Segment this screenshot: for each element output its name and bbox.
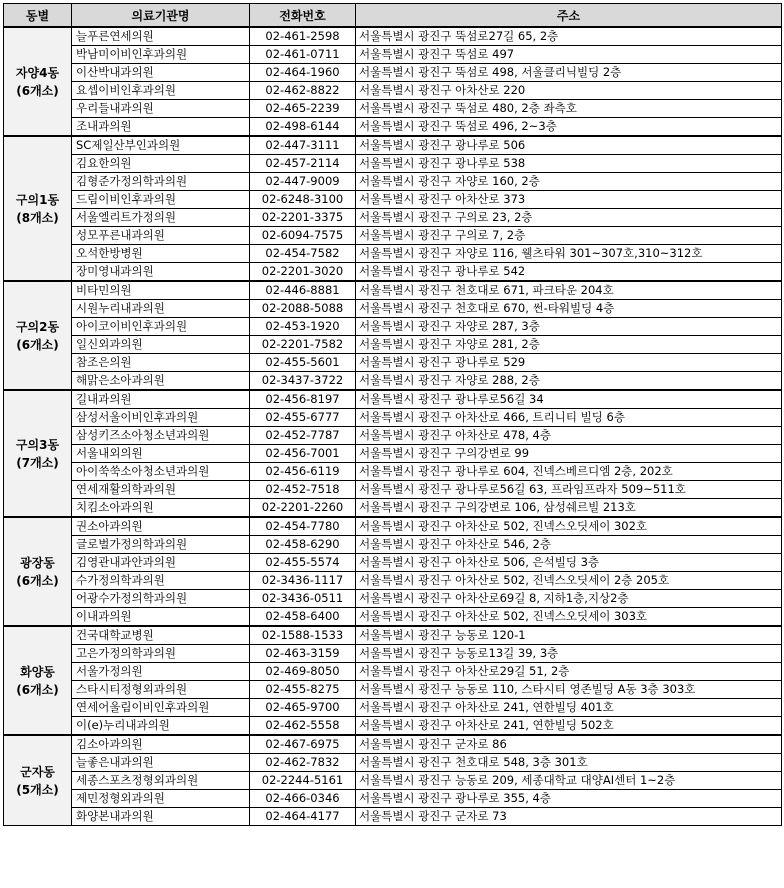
clinic-table xyxy=(3,3,782,826)
clinic-name: 늘푸른연세의원 xyxy=(72,27,250,46)
clinic-phone: 02-461-2598 xyxy=(250,27,356,46)
table-row xyxy=(4,663,782,681)
district-cell xyxy=(4,136,72,281)
district-cell xyxy=(4,281,72,390)
table-row xyxy=(4,82,782,100)
clinic-address: 서울특별시 광진구 뚝섬로 480, 2층 좌측호 xyxy=(356,100,782,118)
clinic-address: 서울특별시 광진구 광나루로 355, 4층 xyxy=(356,790,782,808)
clinic-address: 서울특별시 광진구 아차산로 466, 트리니티 빌딩 6층 xyxy=(356,409,782,427)
table-row xyxy=(4,191,782,209)
table-row xyxy=(4,735,782,754)
district-cell xyxy=(4,735,72,826)
clinic-address: 서울특별시 광진구 구의로 23, 2층 xyxy=(356,209,782,227)
district-count: (6개소) xyxy=(16,337,59,352)
clinic-name: 이(e)누리내과의원 xyxy=(72,717,250,736)
clinic-address: 서울특별시 광진구 광나루로56길 63, 프라임프라자 509~511호 xyxy=(356,481,782,499)
district-group xyxy=(4,626,782,735)
clinic-name: 조내과의원 xyxy=(72,118,250,137)
table-row xyxy=(4,354,782,372)
table-row xyxy=(4,136,782,155)
clinic-address: 서울특별시 광진구 군자로 86 xyxy=(356,735,782,754)
clinic-phone: 02-462-8822 xyxy=(250,82,356,100)
table-row xyxy=(4,173,782,191)
table-row xyxy=(4,372,782,391)
header-address: 주소 xyxy=(356,4,782,28)
clinic-phone: 02-464-4177 xyxy=(250,808,356,826)
district-name: 군자동 xyxy=(20,764,55,779)
clinic-phone: 02-452-7787 xyxy=(250,427,356,445)
clinic-phone: 02-455-5574 xyxy=(250,554,356,572)
clinic-name: 박남미이비인후과의원 xyxy=(72,46,250,64)
clinic-name: 시원누리내과의원 xyxy=(72,300,250,318)
clinic-phone: 02-455-8275 xyxy=(250,681,356,699)
district-group xyxy=(4,136,782,281)
clinic-address: 서울특별시 광진구 구의강변로 106, 삼성쉐르빌 213호 xyxy=(356,499,782,518)
clinic-name: 성모푸른내과의원 xyxy=(72,227,250,245)
header-clinic-name: 의료기관명 xyxy=(72,4,250,28)
district-name: 광장동 xyxy=(20,555,55,570)
clinic-address: 서울특별시 광진구 뚝섬로27길 65, 2층 xyxy=(356,27,782,46)
clinic-name: 수가정의학과의원 xyxy=(72,572,250,590)
clinic-name: 이내과의원 xyxy=(72,608,250,627)
clinic-name: 건국대학교병원 xyxy=(72,626,250,645)
clinic-phone: 02-446-8881 xyxy=(250,281,356,300)
table-row xyxy=(4,209,782,227)
district-name: 구의2동 xyxy=(15,319,60,334)
clinic-phone: 02-3436-0511 xyxy=(250,590,356,608)
district-cell xyxy=(4,517,72,626)
district-group xyxy=(4,390,782,517)
clinic-name: 이산박내과의원 xyxy=(72,64,250,82)
clinic-name: 김영관내과안과의원 xyxy=(72,554,250,572)
clinic-phone: 02-453-1920 xyxy=(250,318,356,336)
district-cell xyxy=(4,27,72,136)
table-row xyxy=(4,427,782,445)
table-row xyxy=(4,118,782,137)
clinic-phone: 02-457-2114 xyxy=(250,155,356,173)
clinic-phone: 02-464-1960 xyxy=(250,64,356,82)
district-cell xyxy=(4,626,72,735)
table-row xyxy=(4,100,782,118)
clinic-address: 서울특별시 광진구 아차산로 502, 진넥스오딧세이 2층 205호 xyxy=(356,572,782,590)
table-row xyxy=(4,227,782,245)
clinic-name: 고은가정의학과의원 xyxy=(72,645,250,663)
district-count: (8개소) xyxy=(16,210,59,225)
clinic-address: 서울특별시 광진구 구의강변로 99 xyxy=(356,445,782,463)
clinic-phone: 02-456-8197 xyxy=(250,390,356,409)
clinic-address: 서울특별시 광진구 아차산로 506, 은석빌딩 3층 xyxy=(356,554,782,572)
clinic-address: 서울특별시 광진구 구의로 7, 2층 xyxy=(356,227,782,245)
table-row xyxy=(4,300,782,318)
clinic-address: 서울특별시 광진구 광나루로56길 34 xyxy=(356,390,782,409)
table-row xyxy=(4,46,782,64)
header-district: 동별 xyxy=(4,4,72,28)
clinic-phone: 02-456-7001 xyxy=(250,445,356,463)
district-count: (6개소) xyxy=(16,573,59,588)
clinic-name: 아이쑥쑥소아청소년과의원 xyxy=(72,463,250,481)
table-row xyxy=(4,772,782,790)
clinic-phone: 02-447-9009 xyxy=(250,173,356,191)
table-row xyxy=(4,499,782,518)
clinic-name: 길내과의원 xyxy=(72,390,250,409)
clinic-phone: 02-455-5601 xyxy=(250,354,356,372)
table-row xyxy=(4,554,782,572)
clinic-address: 서울특별시 광진구 아차산로 373 xyxy=(356,191,782,209)
clinic-address: 서울특별시 광진구 아차산로 220 xyxy=(356,82,782,100)
clinic-name: 삼성키즈소아청소년과의원 xyxy=(72,427,250,445)
clinic-phone: 02-3436-1117 xyxy=(250,572,356,590)
district-name: 화양동 xyxy=(20,664,55,679)
clinic-address: 서울특별시 광진구 아차산로 241, 연한빌딩 401호 xyxy=(356,699,782,717)
clinic-phone: 02-498-6144 xyxy=(250,118,356,137)
clinic-phone: 02-2201-2260 xyxy=(250,499,356,518)
table-row xyxy=(4,536,782,554)
clinic-name: 참조은의원 xyxy=(72,354,250,372)
clinic-phone: 02-3437-3722 xyxy=(250,372,356,391)
clinic-name: 제민정형외과의원 xyxy=(72,790,250,808)
clinic-phone: 02-458-6290 xyxy=(250,536,356,554)
table-row xyxy=(4,608,782,627)
clinic-name: 드림이비인후과의원 xyxy=(72,191,250,209)
clinic-address: 서울특별시 광진구 자양로 160, 2층 xyxy=(356,173,782,191)
table-row xyxy=(4,390,782,409)
clinic-address: 서울특별시 광진구 천호대로 548, 3층 301호 xyxy=(356,754,782,772)
table-row xyxy=(4,245,782,263)
clinic-phone: 02-469-8050 xyxy=(250,663,356,681)
district-group xyxy=(4,517,782,626)
clinic-phone: 02-456-6119 xyxy=(250,463,356,481)
table-row xyxy=(4,717,782,736)
clinic-address: 서울특별시 광진구 아차산로 546, 2층 xyxy=(356,536,782,554)
clinic-name: 세종스포츠정형외과의원 xyxy=(72,772,250,790)
table-row xyxy=(4,318,782,336)
district-group xyxy=(4,281,782,390)
table-row xyxy=(4,409,782,427)
clinic-name: 비타민의원 xyxy=(72,281,250,300)
clinic-address: 서울특별시 광진구 능동로 209, 세종대학교 대양AI센터 1~2층 xyxy=(356,772,782,790)
clinic-phone: 02-454-7780 xyxy=(250,517,356,536)
clinic-name: 늘좋은내과의원 xyxy=(72,754,250,772)
clinic-name: 해맑은소아과의원 xyxy=(72,372,250,391)
clinic-name: 어광수가정의학과의원 xyxy=(72,590,250,608)
clinic-phone: 02-454-7582 xyxy=(250,245,356,263)
clinic-address: 서울특별시 광진구 천호대로 670, 썬-타워빌딩 4층 xyxy=(356,300,782,318)
clinic-name: 일신외과의원 xyxy=(72,336,250,354)
clinic-address: 서울특별시 광진구 뚝섬로 496, 2~3층 xyxy=(356,118,782,137)
district-count: (7개소) xyxy=(16,455,59,470)
table-row xyxy=(4,155,782,173)
clinic-address: 서울특별시 광진구 자양로 281, 2층 xyxy=(356,336,782,354)
clinic-phone: 02-447-3111 xyxy=(250,136,356,155)
clinic-name: 치킴소아과의원 xyxy=(72,499,250,518)
clinic-address: 서울특별시 광진구 아차산로69길 8, 지하1층,지상2층 xyxy=(356,590,782,608)
clinic-phone: 02-462-5558 xyxy=(250,717,356,736)
clinic-address: 서울특별시 광진구 광나루로 529 xyxy=(356,354,782,372)
table-row xyxy=(4,517,782,536)
clinic-phone: 02-467-6975 xyxy=(250,735,356,754)
clinic-address: 서울특별시 광진구 아차산로 502, 진넥스오딧세이 303호 xyxy=(356,608,782,627)
clinic-name: 연세재활의학과의원 xyxy=(72,481,250,499)
table-row xyxy=(4,699,782,717)
table-row xyxy=(4,64,782,82)
clinic-name: 김소아과의원 xyxy=(72,735,250,754)
table-row xyxy=(4,808,782,826)
clinic-phone: 02-6248-3100 xyxy=(250,191,356,209)
district-group xyxy=(4,27,782,136)
clinic-phone: 02-462-7832 xyxy=(250,754,356,772)
clinic-address: 서울특별시 광진구 뚝섬로 498, 서울클리닉빌딩 2층 xyxy=(356,64,782,82)
clinic-name: 화양본내과의원 xyxy=(72,808,250,826)
clinic-phone: 02-465-9700 xyxy=(250,699,356,717)
clinic-name: 오석한방병원 xyxy=(72,245,250,263)
clinic-address: 서울특별시 광진구 능동로 110, 스타시티 영존빌딩 A동 3층 303호 xyxy=(356,681,782,699)
clinic-phone: 02-463-3159 xyxy=(250,645,356,663)
clinic-name: 글로벌가정의학과의원 xyxy=(72,536,250,554)
clinic-phone: 02-2201-3020 xyxy=(250,263,356,282)
clinic-phone: 02-465-2239 xyxy=(250,100,356,118)
table-row xyxy=(4,590,782,608)
table-row xyxy=(4,754,782,772)
clinic-name: 스타시티정형외과의원 xyxy=(72,681,250,699)
clinic-address: 서울특별시 광진구 광나루로 542 xyxy=(356,263,782,282)
clinic-phone: 02-6094-7575 xyxy=(250,227,356,245)
table-row xyxy=(4,572,782,590)
clinic-address: 서울특별시 광진구 뚝섬로 497 xyxy=(356,46,782,64)
district-cell xyxy=(4,390,72,517)
clinic-name: 권소아과의원 xyxy=(72,517,250,536)
table-row xyxy=(4,645,782,663)
district-name: 자양4동 xyxy=(15,65,60,80)
clinic-name: 아이코이비인후과의원 xyxy=(72,318,250,336)
clinic-phone: 02-2201-3375 xyxy=(250,209,356,227)
district-name: 구의3동 xyxy=(15,437,60,452)
clinic-address: 서울특별시 광진구 천호대로 671, 파크타운 204호 xyxy=(356,281,782,300)
clinic-name: 삼성서울이비인후과의원 xyxy=(72,409,250,427)
clinic-phone: 02-2201-7582 xyxy=(250,336,356,354)
clinic-name: 연세어울림이비인후과의원 xyxy=(72,699,250,717)
district-count: (5개소) xyxy=(16,782,59,797)
clinic-name: 서울내외의원 xyxy=(72,445,250,463)
table-row xyxy=(4,463,782,481)
table-row xyxy=(4,626,782,645)
table-row xyxy=(4,445,782,463)
clinic-address: 서울특별시 광진구 광나루로 538 xyxy=(356,155,782,173)
clinic-address: 서울특별시 광진구 광나루로 604, 진넥스베르디엠 2층, 202호 xyxy=(356,463,782,481)
table-row xyxy=(4,27,782,46)
clinic-name: 요셉이비인후과의원 xyxy=(72,82,250,100)
table-row xyxy=(4,481,782,499)
clinic-phone: 02-452-7518 xyxy=(250,481,356,499)
district-count: (6개소) xyxy=(16,83,59,98)
district-name: 구의1동 xyxy=(15,192,60,207)
clinic-address: 서울특별시 광진구 아차산로 502, 진넥스오딧세이 302호 xyxy=(356,517,782,536)
clinic-address: 서울특별시 광진구 아차산로 478, 4층 xyxy=(356,427,782,445)
clinic-address: 서울특별시 광진구 광나루로 506 xyxy=(356,136,782,155)
clinic-address: 서울특별시 광진구 자양로 288, 2층 xyxy=(356,372,782,391)
table-row xyxy=(4,281,782,300)
clinic-phone: 02-461-0711 xyxy=(250,46,356,64)
clinic-address: 서울특별시 광진구 군자로 73 xyxy=(356,808,782,826)
clinic-phone: 02-2244-5161 xyxy=(250,772,356,790)
clinic-name: SC제일산부인과의원 xyxy=(72,136,250,155)
table-row xyxy=(4,790,782,808)
clinic-name: 장미영내과의원 xyxy=(72,263,250,282)
clinic-name: 우리들내과의원 xyxy=(72,100,250,118)
table-row xyxy=(4,681,782,699)
clinic-name: 서울엘리트가정의원 xyxy=(72,209,250,227)
clinic-phone: 02-455-6777 xyxy=(250,409,356,427)
clinic-table-container xyxy=(3,3,782,826)
clinic-address: 서울특별시 광진구 능동로13길 39, 3층 xyxy=(356,645,782,663)
clinic-phone: 02-1588-1533 xyxy=(250,626,356,645)
clinic-address: 서울특별시 광진구 아차산로29길 51, 2층 xyxy=(356,663,782,681)
clinic-address: 서울특별시 광진구 아차산로 241, 연한빌딩 502호 xyxy=(356,717,782,736)
clinic-address: 서울특별시 광진구 자양로 287, 3층 xyxy=(356,318,782,336)
clinic-name: 김형준가정의학과의원 xyxy=(72,173,250,191)
clinic-address: 서울특별시 광진구 능동로 120-1 xyxy=(356,626,782,645)
district-count: (6개소) xyxy=(16,682,59,697)
header-row xyxy=(4,4,782,28)
clinic-address: 서울특별시 광진구 자양로 116, 웰츠타워 301~307호,310~312호 xyxy=(356,245,782,263)
clinic-phone: 02-458-6400 xyxy=(250,608,356,627)
clinic-phone: 02-466-0346 xyxy=(250,790,356,808)
clinic-phone: 02-2088-5088 xyxy=(250,300,356,318)
clinic-name: 서울가정의원 xyxy=(72,663,250,681)
district-group xyxy=(4,735,782,826)
table-row xyxy=(4,263,782,282)
table-row xyxy=(4,336,782,354)
clinic-name: 김요한의원 xyxy=(72,155,250,173)
header-phone: 전화번호 xyxy=(250,4,356,28)
